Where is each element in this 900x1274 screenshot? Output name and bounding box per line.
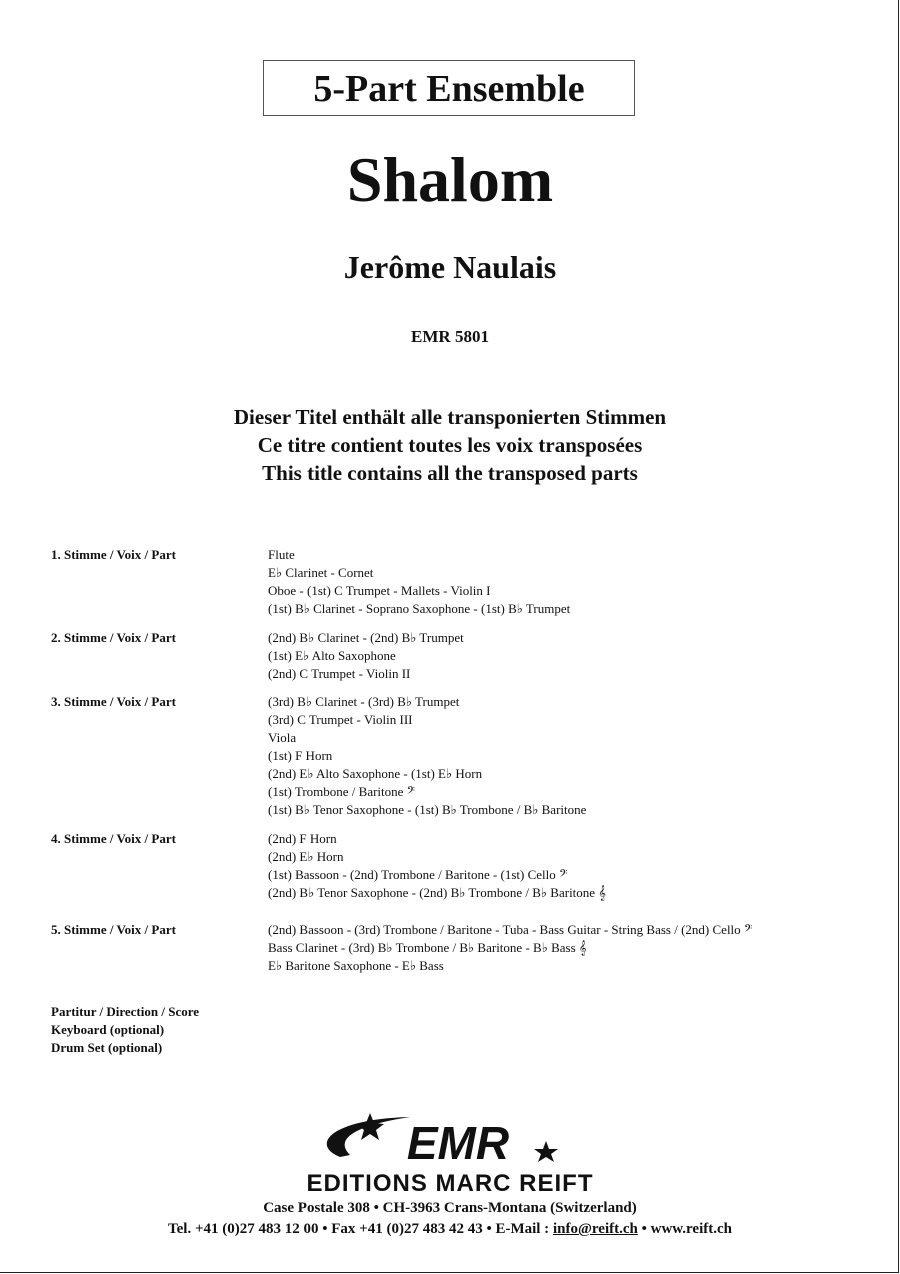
part-3-label: 3. Stimme / Voix / Part <box>51 694 176 709</box>
instrument-line: (2nd) E♭ Horn <box>268 849 344 864</box>
instrument-line: (3rd) C Trumpet - Violin III <box>268 712 413 727</box>
contact-phone-fax: Tel. +41 (0)27 483 12 00 • Fax +41 (0)27 483 42 43 • E-Mail : <box>168 1221 553 1237</box>
instrument-line: E♭ Baritone Saxophone - E♭ Bass <box>268 958 444 973</box>
instrument-line: (3rd) B♭ Clarinet - (3rd) B♭ Trumpet <box>268 694 460 709</box>
instrument-line: (1st) F Horn <box>268 748 333 763</box>
email-link[interactable]: info@reift.ch <box>552 1221 638 1237</box>
transposition-notice <box>0 403 900 487</box>
notice-line-fr: Ce titre contient toutes les voix transposées <box>257 433 643 457</box>
logo-star-left <box>356 1113 384 1140</box>
instrument-line: (2nd) C Trumpet - Violin II <box>268 666 411 681</box>
part-2-label: 2. Stimme / Voix / Part <box>51 630 176 645</box>
contact-website: • www.reift.ch <box>637 1221 732 1237</box>
instrument-line: (1st) B♭ Clarinet - Soprano Saxophone - (1st) B♭ Trumpet <box>268 601 571 616</box>
extra-drums: Drum Set (optional) <box>51 1040 163 1055</box>
extra-parts <box>51 1003 199 1057</box>
instrument-line: (1st) Bassoon - (2nd) Trombone / Baritone - (1st) Cello 𝄢 <box>268 867 568 882</box>
part-5-instruments <box>268 921 752 975</box>
part-3-instruments <box>268 693 586 819</box>
instrument-line: (1st) Trombone / Baritone 𝄢 <box>268 784 416 799</box>
instrument-line: E♭ Clarinet - Cornet <box>268 565 374 580</box>
part-5-label: 5. Stimme / Voix / Part <box>51 922 176 937</box>
part-1-instruments <box>268 546 570 618</box>
notice-line-de: Dieser Titel enthält alle transponierten Stimmen <box>233 405 667 429</box>
instrument-line: (1st) B♭ Tenor Saxophone - (1st) B♭ Trombone / B♭ Baritone <box>268 802 587 817</box>
logo-star-right <box>534 1141 558 1162</box>
logo-text: EMR <box>406 1117 510 1169</box>
publisher-name: EDITIONS MARC REIFT <box>306 1170 594 1197</box>
emr-logo <box>300 1105 600 1175</box>
notice-line-en: This title contains all the transposed parts <box>262 461 638 485</box>
publisher-address: Case Postale 308 • CH-3963 Crans-Montana (Switzerland) <box>263 1200 637 1216</box>
instrument-line: (2nd) Bassoon - (3rd) Trombone / Baritone - Tuba - Bass Guitar - String Bass / (2nd) Cello 𝄢 <box>268 922 753 937</box>
part-4-label: 4. Stimme / Voix / Part <box>51 831 176 846</box>
series-label: 5-Part Ensemble <box>263 60 635 116</box>
extra-score: Partitur / Direction / Score <box>51 1004 200 1019</box>
part-4-instruments <box>268 830 606 902</box>
instrument-line: (2nd) B♭ Tenor Saxophone - (2nd) B♭ Trombone / B♭ Baritone 𝄞 <box>268 885 606 900</box>
part-1-label: 1. Stimme / Voix / Part <box>51 547 176 562</box>
catalog-number: EMR 5801 <box>411 327 489 346</box>
instrument-line: (2nd) F Horn <box>268 831 337 846</box>
part-2-instruments <box>268 629 464 683</box>
instrument-line: Viola <box>268 730 297 745</box>
instrument-line: (2nd) E♭ Alto Saxophone - (1st) E♭ Horn <box>268 766 483 781</box>
instrument-line: (2nd) B♭ Clarinet - (2nd) B♭ Trumpet <box>268 630 464 645</box>
instrument-line: Flute <box>268 547 295 562</box>
extra-keyboard: Keyboard (optional) <box>51 1022 165 1037</box>
instrument-line: Bass Clarinet - (3rd) B♭ Trombone / B♭ Baritone - B♭ Bass 𝄞 <box>268 940 587 955</box>
page-title: Shalom <box>346 144 554 215</box>
composer-name: Jerôme Naulais <box>343 249 557 285</box>
publisher-contact <box>0 1219 900 1239</box>
instrument-line: (1st) E♭ Alto Saxophone <box>268 648 396 663</box>
instrument-line: Oboe - (1st) C Trumpet - Mallets - Violin I <box>268 583 491 598</box>
